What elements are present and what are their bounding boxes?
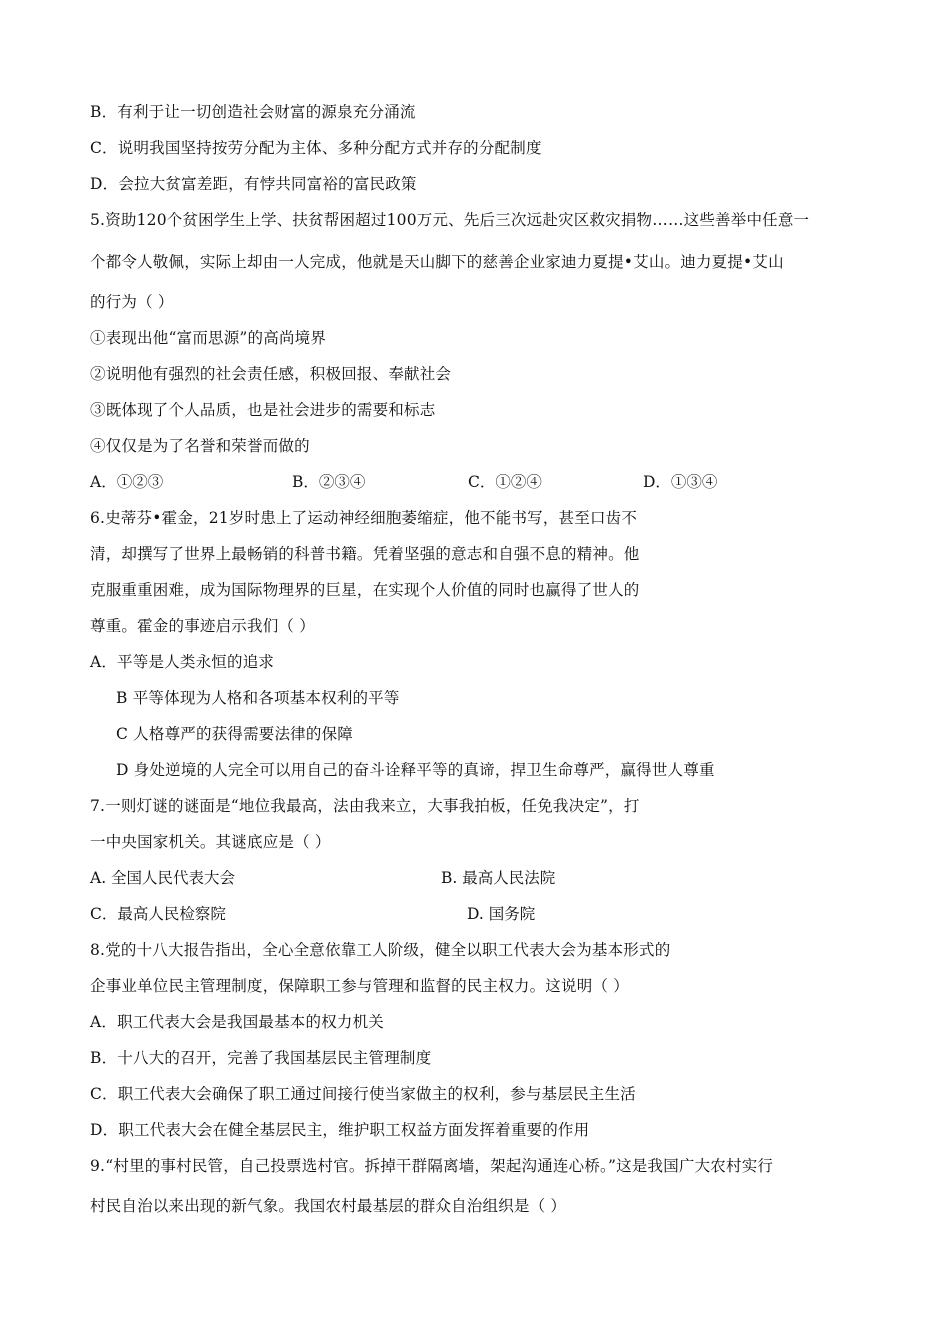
q7-option-a: A. 全国人民代表大会: [90, 869, 236, 887]
q5-option-b: B．②③④: [292, 473, 366, 491]
q4-option-d: D．会拉大贫富差距，有悖共同富裕的富民政策: [90, 175, 417, 193]
q9-stem-line2: 村民自治以来出现的新气象。我国农村最基层的群众自治组织是（ ）: [90, 1197, 567, 1215]
q7-option-c: C．最高人民检察院: [90, 905, 226, 923]
q5-statement-3: ③既体现了个人品质，也是社会进步的需要和标志: [90, 401, 436, 419]
q6-option-b: B 平等体现为人格和各项基本权利的平等: [116, 689, 400, 707]
q8-option-d: D．职工代表大会在健全基层民主，维护职工权益方面发挥着重要的作用: [90, 1121, 590, 1139]
q7-option-d: D. 国务院: [467, 905, 536, 923]
q7-stem-line2: 一中央国家机关。其谜底应是（ ）: [90, 833, 331, 851]
q5-statement-4: ④仅仅是为了名誉和荣誉而做的: [90, 437, 310, 455]
q5-stem-line3: 的行为（ ）: [90, 293, 174, 311]
q6-stem-line3: 克服重重困难，成为国际物理界的巨星，在实现个人价值的同时也赢得了世人的: [90, 581, 640, 599]
q8-stem-line1: 8.党的十八大报告指出，全心全意依靠工人阶级，健全以职工代表大会为基本形式的: [90, 941, 671, 959]
q8-stem-line2: 企事业单位民主管理制度，保障职工参与管理和监督的民主权力。这说明（ ）: [90, 977, 629, 995]
q5-option-c: C．①②④: [468, 473, 542, 491]
q6-stem-line1: 6.史蒂芬•霍金，21岁时患上了运动神经细胞萎缩症，他不能书写，甚至口齿不: [90, 509, 638, 527]
q5-option-a: A．①②③: [90, 473, 164, 491]
q6-option-a: A．平等是人类永恒的追求: [90, 653, 275, 671]
q4-option-c: C．说明我国坚持按劳分配为主体、多种分配方式并存的分配制度: [90, 139, 542, 157]
q8-option-b: B．十八大的召开，完善了我国基层民主管理制度: [90, 1049, 432, 1067]
q5-option-d: D．①③④: [643, 473, 718, 491]
q7-option-b: B. 最高人民法院: [441, 869, 556, 887]
q5-stem-line1: 5.资助120个贫困学生上学、扶贫帮困超过100万元、先后三次远赴灾区救灾捐物……这些善举中任意一: [90, 211, 810, 229]
q8-option-a: A．职工代表大会是我国最基本的权力机关: [90, 1013, 384, 1031]
q8-option-c: C．职工代表大会确保了职工通过间接行使当家做主的权利，参与基层民主生活: [90, 1085, 636, 1103]
q4-option-b: B．有利于让一切创造社会财富的源泉充分涌流: [90, 103, 416, 121]
q6-stem-line2: 清，却撰写了世界上最畅销的科普书籍。凭着坚强的意志和自强不息的精神。他: [90, 545, 640, 563]
q5-stem-line2: 个都令人敬佩，实际上却由一人完成，他就是天山脚下的慈善企业家迪力夏提•艾山。迪力夏提•艾山: [90, 253, 784, 271]
q5-statement-1: ①表现出他“富而思源”的高尚境界: [90, 329, 327, 347]
q5-statement-2: ②说明他有强烈的社会责任感，积极回报、奉献社会: [90, 365, 452, 383]
q7-stem-line1: 7.一则灯谜的谜面是“地位我最高，法由我来立，大事我拍板，任免我决定”，打: [90, 797, 640, 815]
q9-stem-line1: 9.“村里的事村民管，自己投票选村官。拆掉干群隔离墙，架起沟通连心桥。”这是我国广大农村实行: [90, 1157, 774, 1175]
q6-stem-line4: 尊重。霍金的事迹启示我们（ ）: [90, 617, 315, 635]
q6-option-c: C 人格尊严的获得需要法律的保障: [116, 725, 353, 743]
q6-option-d: D 身处逆境的人完全可以用自己的奋斗诠释平等的真谛，捍卫生命尊严，赢得世人尊重: [116, 761, 715, 779]
